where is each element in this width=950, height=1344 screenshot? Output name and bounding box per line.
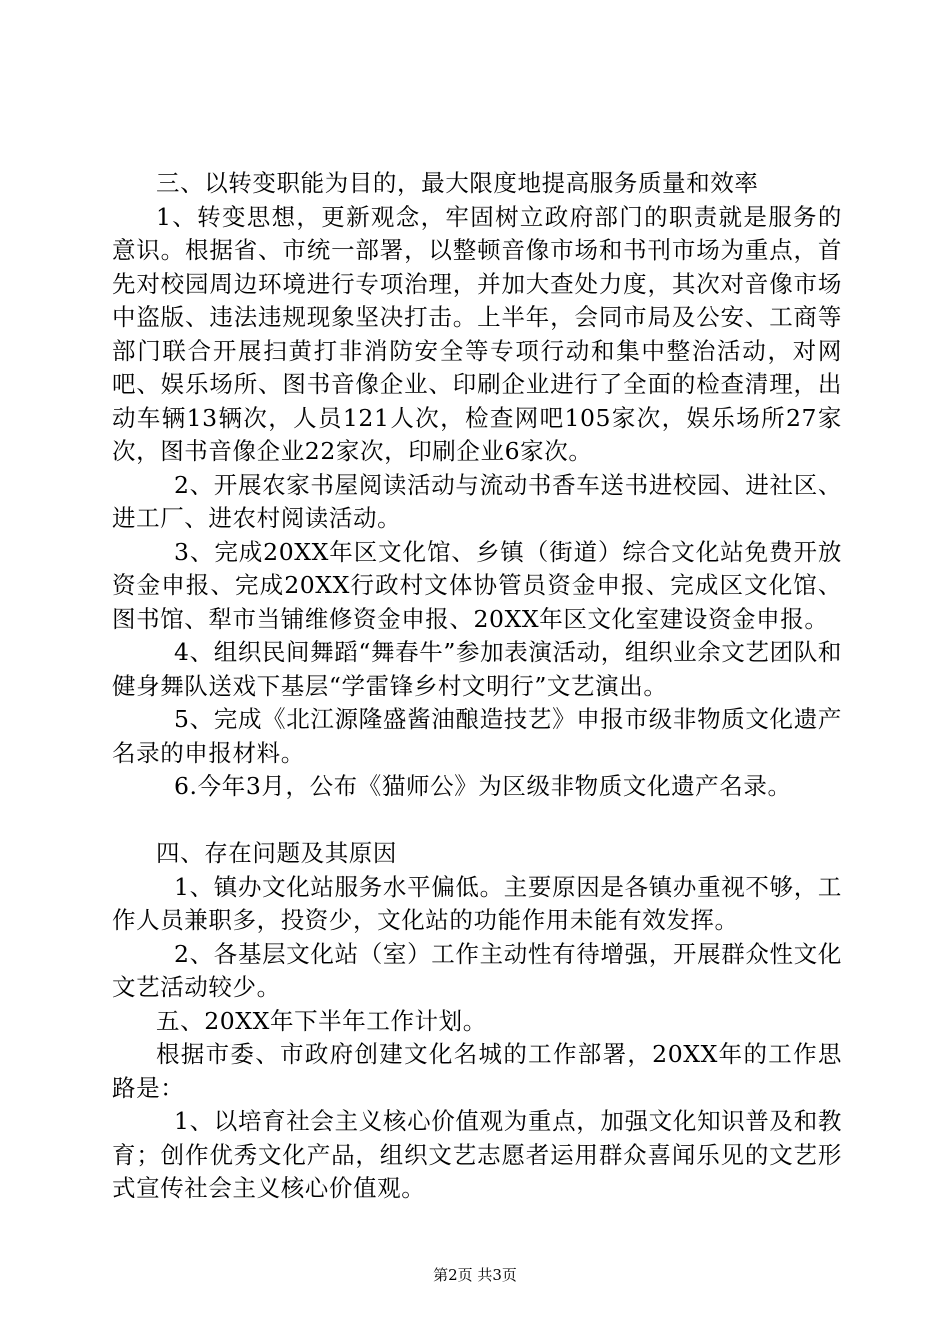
paragraph-p7: 6.今年3月，公布《猫师公》为区级非物质文化遗产名录。 bbox=[174, 772, 792, 800]
paragraph-p4: 3、完成20XX年区文化馆、乡镇（街道）综合文化站免费开放资金申报、完成20XX行政村文体协管员资金申报、完成区文化馆、图书馆、犁市当铺维修资金申报、20XX年区文化室建设资金申报。 bbox=[112, 537, 842, 633]
page-footer: 第2页 共3页 bbox=[433, 1266, 517, 1284]
document-body bbox=[112, 167, 842, 1206]
paragraph-p2: 1、转变思想，更新观念，牢固树立政府部门的职责就是服务的意识。根据省、市统一部署，以整顿音像市场和书刊市场为重点，首先对校园周边环境进行专项治理，并加大查处力度，其次对音像市场中盗版、违法违规现象坚决打击。上半年，会同市局及公安、工商等部门联合开展扫黄打非消防安全等专项行动和集中整治活动，对网吧、娱乐场所、图书音像企业、印刷企业进行了全面的检查清理，出动车辆13辆次，人员121人次，检查网吧105家次，娱乐场所27家次，图书音像企业22家次，印刷企业6家次。 bbox=[112, 202, 842, 465]
paragraph-p9: 1、镇办文化站服务水平偏低。主要原因是各镇办重视不够，工作人员兼职多，投资少，文化站的功能作用未能有效发挥。 bbox=[112, 872, 842, 934]
paragraph-p5: 4、组织民间舞蹈“舞春牛”参加表演活动，组织业余文艺团队和健身舞队送戏下基层“学雷锋乡村文明行”文艺演出。 bbox=[112, 638, 842, 700]
paragraph-p10: 2、各基层文化站（室）工作主动性有待增强，开展群众性文化文艺活动较少。 bbox=[112, 939, 842, 1001]
paragraph-gap bbox=[112, 804, 842, 838]
paragraph-p3: 2、开展农家书屋阅读活动与流动书香车送书进校园、进社区、进工厂、进农村阅读活动。 bbox=[112, 470, 842, 532]
paragraph-p11: 五、20XX年下半年工作计划。 bbox=[156, 1006, 487, 1035]
paragraph-p6: 5、完成《北江源隆盛酱油酿造技艺》申报市级非物质文化遗产名录的申报材料。 bbox=[112, 705, 842, 767]
paragraph-p13: 1、以培育社会主义核心价值观为重点，加强文化知识普及和教育；创作优秀文化产品，组织文艺志愿者运用群众喜闻乐见的文艺形式宣传社会主义核心价值观。 bbox=[112, 1107, 842, 1202]
paragraph-p12: 根据市委、市政府创建文化名城的工作部署，20XX年的工作思路是： bbox=[112, 1040, 842, 1102]
paragraph-p1: 三、以转变职能为目的，最大限度地提高服务质量和效率 bbox=[156, 169, 759, 197]
paragraph-p8: 四、存在问题及其原因 bbox=[156, 839, 397, 867]
